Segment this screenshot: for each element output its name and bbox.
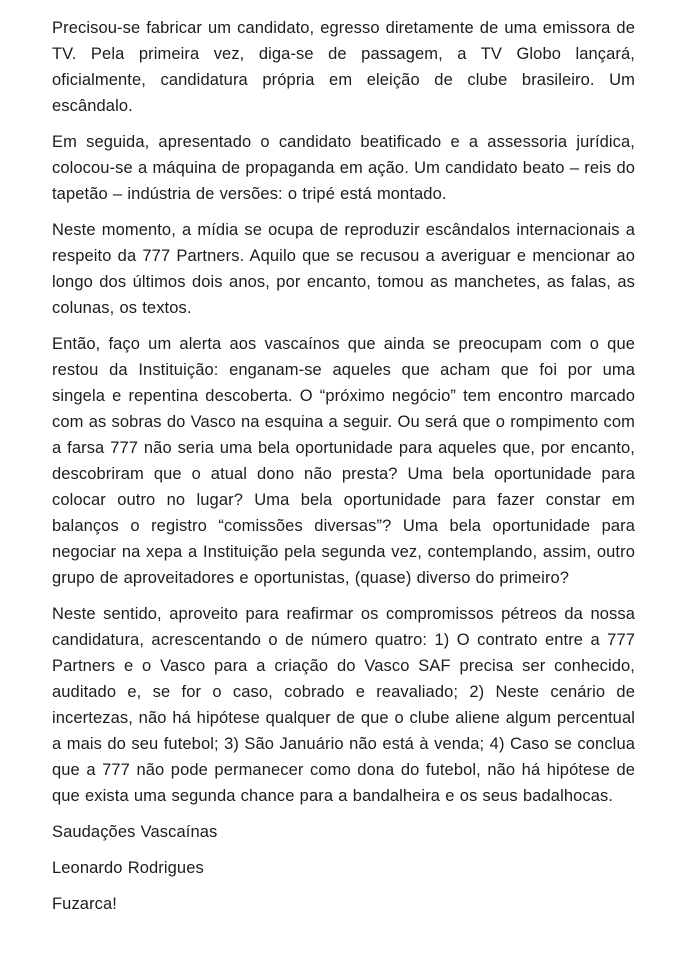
signature-author: Leonardo Rodrigues — [52, 859, 204, 877]
signature-salutation: Saudações Vascaínas — [52, 823, 218, 841]
paragraph-2: Em seguida, apresentado o candidato beatificado e a assessoria jurídica, colocou-se a máquina de propaganda em ação. Um candidato beato – reis do tapetão – indústria de versões: o tripé está montado. — [52, 133, 635, 203]
signature-closing: Fuzarca! — [52, 895, 117, 913]
paragraph-1: Precisou-se fabricar um candidato, egresso diretamente de uma emissora de TV. Pela primeira vez, diga-se de passagem, a TV Globo lançará, oficialmente, candidatura própria em eleição de clube brasileiro. Um escândalo. — [52, 19, 635, 115]
paragraph-3: Neste momento, a mídia se ocupa de reproduzir escândalos internacionais a respeito da 777 Partners. Aquilo que se recusou a averiguar e mencionar ao longo dos últimos dois anos, por encanto, tomou as manchetes, as falas, as colunas, os textos. — [52, 221, 635, 317]
paragraph-4: Então, faço um alerta aos vascaínos que ainda se preocupam com o que restou da Instituição: enganam-se aqueles que acham que foi por uma singela e repentina descoberta. O “próximo negócio” tem encontro marcado com as sobras do Vasco na esquina a seguir. Ou será que o rompimento com a farsa 777 não seria uma bela oportunidade para aqueles que, por encanto, descobriram que o atual dono não presta? Uma bela oportunidade para colocar outro no lugar? Uma bela oportunidade para fazer constar em balanços o registro “comissões diversas”? Uma bela oportunidade para negociar na xepa a Instituição pela segunda vez, contemplando, assim, outro grupo de aproveitadores e oportunistas, (quase) diverso do primeiro? — [52, 335, 635, 587]
paragraph-5: Neste sentido, aproveito para reafirmar os compromissos pétreos da nossa candidatura, acrescentando o de número quatro: 1) O contrato entre a 777 Partners e o Vasco para a criação do Vasco SAF precisa ser conhecido, auditado e, se for o caso, cobrado e reavaliado; 2) Neste cenário de incertezas, não há hipótese qualquer de que o clube aliene algum percentual a mais do seu futebol; 3) São Januário não está à venda; 4) Caso se conclua que a 777 não pode permanecer como dona do futebol, não há hipótese de que exista uma segunda chance para a bandalheira e os seus badalhocas. — [52, 605, 635, 805]
